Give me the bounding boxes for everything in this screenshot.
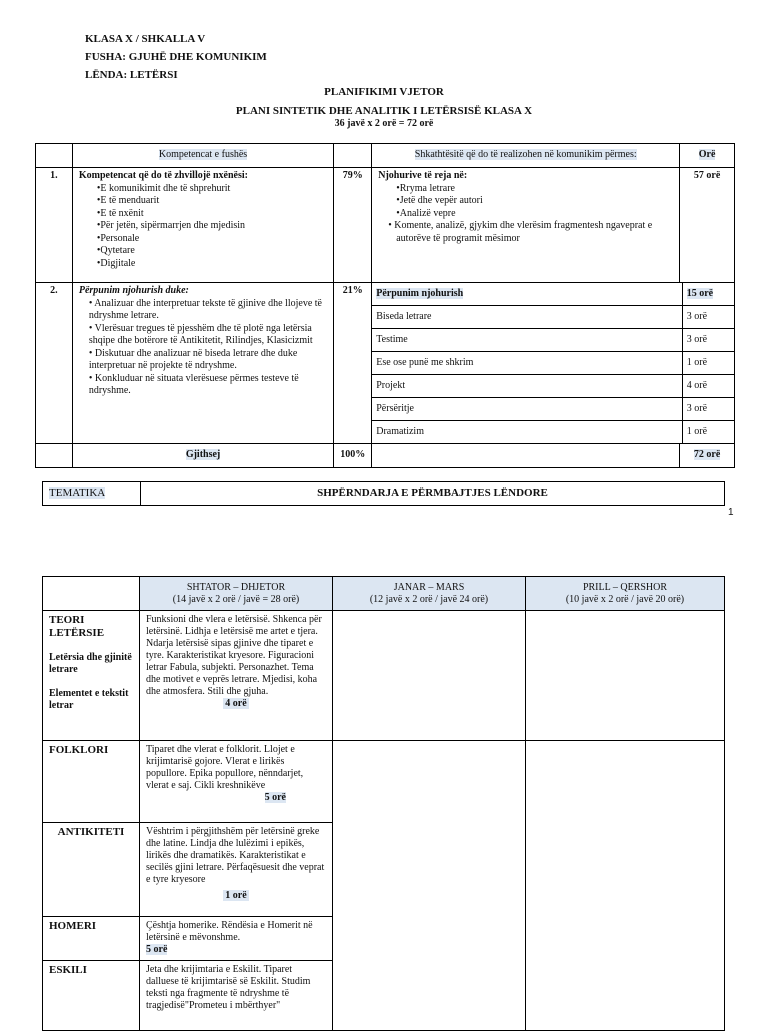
distribution-table	[42, 576, 725, 1031]
row-number: 1.	[36, 168, 73, 283]
competence-list	[79, 183, 327, 271]
tematika-title: SHPËRNDARJA E PËRMBAJTJES LËNDORE	[141, 482, 725, 506]
topic-name: ANTIKITETI	[43, 823, 140, 917]
hours-cell: 57 orë	[680, 168, 735, 283]
content-text: Tiparet dhe vlerat e folklorit. Llojet e krijimtarisë gojore. Vlerat e lirikës popullore. Epika popullore, nënndarjet, vlerat e saj. Cikli kreshnikëve	[146, 744, 304, 791]
topic-name: ESKILI	[43, 961, 140, 1031]
sub-row-label: Përpunim njohurish	[376, 287, 464, 299]
table-row: 1. Kompetencat që do të zhvillojë nxënësi: • E komunikimit dhe të shprehurit • E të menduarit • E të nxënit • Për jetën, sipërmarrjen dhe mjedisin • Personale • Qytetare • Digjitale 79% Njohurive të reja në: • Rryma letrare • Jetë dhe vepër autori • Analizë vepre • Komente, analizë, gjykim dhe vlerësim fragmentesh ngaveprat e autorëve të programit mësimor 57 orë	[36, 168, 735, 283]
class-line: KLASA X / SHKALLA V	[85, 33, 206, 45]
processing-title: Përpunim njohurish duke:	[78, 285, 189, 296]
list-item: • E të nxënit	[97, 208, 327, 221]
sub-row-label: Dramatizim	[372, 421, 682, 444]
list-item: • E të menduarit	[97, 195, 327, 208]
list-item: Diskutuar dhe analizuar në biseda letrare dhe duke interpretuar në projekte të ndryshme.	[88, 347, 298, 371]
topic-name: TEORI LETËRSIE	[49, 614, 105, 639]
sub-row-hours: 15 orë	[686, 287, 714, 299]
hours-title: 36 javë x 2 orë = 72 orë	[334, 118, 434, 129]
list-item: • E komunikimit dhe të shprehurit	[97, 183, 327, 196]
sub-row-label: Biseda letrare	[372, 306, 682, 329]
col-subtitle: (14 javë x 2 orë / javë = 28 orë)	[172, 593, 300, 605]
topic-sub: Elementet e tekstit letrar	[49, 688, 129, 711]
sub-row-hours: 1 orë	[686, 425, 708, 437]
row-number: 2.	[36, 283, 73, 444]
sub-row-label: Projekt	[372, 375, 682, 398]
total-row	[36, 444, 735, 468]
total-percent: 100%	[334, 444, 372, 468]
sub-row-label: Ese ose punë me shkrim	[372, 352, 682, 375]
subject-line: LËNDA: LETËRSI	[85, 69, 178, 81]
competence-table	[35, 143, 735, 468]
skills-title: Njohurive të reja në:	[378, 170, 468, 181]
list-item: Konkluduar në situata vlerësuese përmes testeve të ndryshme.	[88, 372, 299, 396]
sub-row-hours: 3 orë	[682, 398, 734, 421]
list-item: • Digjitale	[97, 258, 327, 271]
field-line: FUSHA: GJUHË DHE KOMUNIKIM	[85, 51, 267, 63]
col-subtitle: (12 javë x 2 orë / javë 24 orë)	[369, 593, 489, 605]
sub-row-hours: 1 orë	[682, 352, 734, 375]
tematika-bar	[42, 481, 725, 506]
col-subtitle: (10 javë x 2 orë / javë 20 orë)	[565, 593, 685, 605]
sub-row-hours: 3 orë	[682, 306, 734, 329]
total-label: Gjithsej	[185, 449, 221, 461]
content-text: Funksioni dhe vlera e letërsisë. Shkenca për letërsinë. Lidhja e letërsisë me artet e tjera. Ndarja letërsisë sipas gjinive dhe tiparet e tyre. Karakteristikat kryesore. Figuracioni letrar Fabula, subjekti. Personazhet. Tema dhe motivet e veprës letrare. Mjedisi, koha dhe atmosfera. Stili dhe gjuha.	[146, 614, 322, 697]
col-title: SHTATOR – DHJETOR	[186, 581, 286, 593]
table-row	[43, 741, 725, 823]
percent-cell: 79%	[334, 168, 372, 283]
sub-row-label: Testime	[372, 329, 682, 352]
list-item: • Personale	[97, 233, 327, 246]
percent-cell: 21%	[334, 283, 372, 444]
list-item: • Për jetën, sipërmarrjen dhe mjedisin	[97, 220, 327, 233]
total-hours: 72 orë	[693, 449, 721, 461]
sub-row-hours: 4 orë	[682, 375, 734, 398]
list-item: Analizuar dhe interpretuar tekste të gjinive dhe llojeve të ndryshme letrare.	[88, 297, 322, 321]
page-number: 1	[728, 507, 734, 518]
main-title: PLANIFIKIMI VJETOR	[324, 86, 444, 98]
col-title: JANAR – MARS	[393, 581, 465, 593]
tematika-label: TEMATIKA	[49, 487, 106, 500]
competence-title: Kompetencat që do të zhvillojë nxënësi:	[78, 170, 248, 181]
topic-name: FOLKLORI	[43, 741, 140, 823]
row-hours: 5 orë	[146, 944, 168, 955]
list-item: • Qytetare	[97, 245, 327, 258]
header-skills: Shkathtësitë që do të realizohen në komunikim përmes:	[414, 149, 637, 161]
row-hours: 1 orë	[225, 890, 247, 901]
topic-name: HOMERI	[43, 917, 140, 961]
sub-row-label: Përsëritje	[372, 398, 682, 421]
topic-sub: Letërsia dhe gjinitë letrare	[49, 652, 132, 675]
list-item: Vlerësuar tregues të pjesshëm dhe të plotë nga letërsia shqipe dhe botërore të Antikitetit, Rilindjes, Klasicizmit	[88, 322, 313, 346]
list-item: Komente, analizë, gjykim dhe vlerësim fragmentesh ngaveprat e autorëve të programit mësimor	[394, 220, 653, 244]
header-competences: Kompetencat e fushës	[158, 149, 248, 161]
table-row	[43, 611, 725, 741]
col-title: PRILL – QERSHOR	[582, 581, 668, 593]
row-hours: 4 orë	[225, 698, 247, 709]
list-item: • Analizë vepre	[396, 208, 673, 221]
list-item: • Rryma letrare	[396, 183, 673, 196]
sub-row-hours: 3 orë	[682, 329, 734, 352]
content-text: Vështrim i përgjithshëm për letërsinë greke dhe latine. Lindja dhe lulëzimi i epikës, lirikës dhe dramatikës. Karakteristikat e secilës gjini letrare. Përfaqësuesit dhe veprat e tyre kryesore	[146, 826, 325, 885]
content-text: Jeta dhe krijimtaria e Eskilit. Tiparet dalluese të krijimtarisë së Eskilit. Studim teksti nga fragmente të ndryshme të tragjedisë"Prometeu i mbërthyer"	[146, 964, 311, 1011]
list-item: • Jetë dhe vepër autori	[396, 195, 673, 208]
content-text: Çështja homerike. Rëndësia e Homerit në letërsinë e mëvonshme.	[146, 920, 313, 943]
sub-table	[372, 283, 734, 443]
table-row: 2. Përpunim njohurish duke: • Analizuar dhe interpretuar tekste të gjinive dhe llojeve të ndryshme letrare. • Vlerësuar tregues të pjesshëm dhe të plotë nga letërsia shqipe dhe botërore të Antikitetit, Rilindjes, Klasicizmit • Diskutuar dhe analizuar në biseda letrare dhe duke interpretuar në projekte të ndryshme. • Konkluduar në situata vlerësuese përmes testeve të ndryshme. 21% Përpunim njohurish 15 orë Biseda letrare 3 orë Testime 3 orë Ese ose punë me shkrim 1 orë Projekt 4 orë Përsëritje 3 orë Dramatizim 1 orë	[36, 283, 735, 444]
header-hours: Orë	[698, 149, 716, 161]
sub-title: PLANI SINTETIK DHE ANALITIK I LETËRSISË KLASA X	[235, 105, 533, 117]
row-hours: 5 orë	[264, 792, 286, 803]
skills-list	[378, 183, 673, 221]
